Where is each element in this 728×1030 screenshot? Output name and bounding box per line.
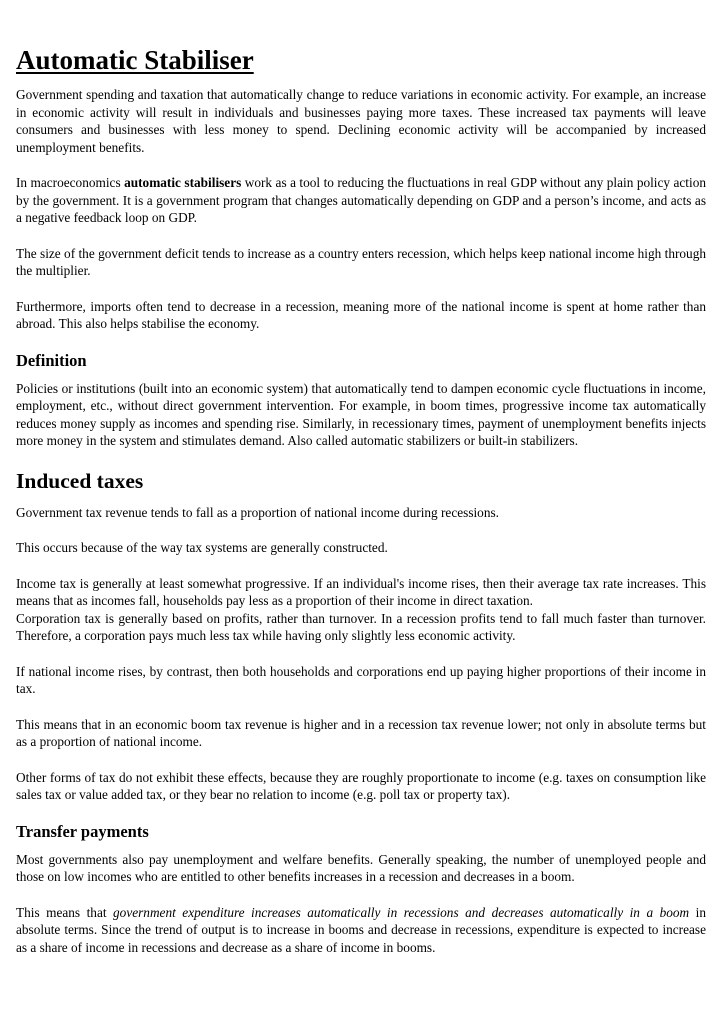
page-title: Automatic Stabiliser	[16, 45, 254, 75]
intro-paragraph-3: The size of the government deficit tends to increase as a country enters recession, which helps keep national income high through the multiplier.	[16, 245, 706, 278]
induced-taxes-paragraph-2: This occurs because of the way tax systems are generally constructed.	[16, 540, 388, 555]
intro-p2-lead: In macroeconomics	[16, 175, 125, 190]
induced-taxes-paragraph-3b: Corporation tax is generally based on profits, rather than turnover. In a recession profits tend to fall much faster than turnover. Therefore, a corporation pays much less tax while having only slightly less economic activity.	[16, 610, 706, 643]
induced-taxes-paragraph-4: If national income rises, by contrast, then both households and corporations end up paying higher proportions of their income in tax.	[16, 663, 706, 696]
intro-p2-bold-term: automatic stabilisers	[124, 175, 242, 190]
intro-p2-rest: work as a tool to reducing the fluctuations in real GDP without any plain policy action by the government. It is a government program that changes automatically depending on GDP and a person’s income, and acts as a negative feedback loop on GDP.	[16, 175, 706, 225]
intro-paragraph-4: Furthermore, imports often tend to decrease in a recession, meaning more of the national income is spent at home rather than abroad. This also helps stabilise the economy.	[16, 298, 706, 331]
induced-taxes-heading: Induced taxes	[16, 468, 144, 493]
transfer-payments-paragraph-1: Most governments also pay unemployment and welfare benefits. Generally speaking, the number of unemployed people and those on low incomes who are entitled to other benefits increases in a recession and decreases in a boom.	[16, 851, 706, 884]
induced-taxes-paragraph-1: Government tax revenue tends to fall as a proportion of national income during recessions.	[16, 504, 499, 520]
transfer-p2-rest: in absolute terms. Since the trend of output is to increase in booms and decrease in recessions, expenditure is expected to increase as a share of income in recessions and decrease as a share of income in booms.	[16, 904, 706, 955]
induced-taxes-paragraph-5: This means that in an economic boom tax revenue is higher and in a recession tax revenue lower; not only in absolute terms but as a proportion of national income.	[16, 716, 706, 749]
transfer-payments-heading: Transfer payments	[16, 821, 149, 841]
induced-taxes-paragraph-3a: Income tax is generally at least somewhat progressive. If an individual's income rises, then their average tax rate increases. This means that as incomes fall, households pay less as a proportion of their income in direct taxation.	[16, 575, 706, 608]
definition-paragraph: Policies or institutions (built into an economic system) that automatically tend to dampen economic cycle fluctuations in income, employment, etc., without direct government intervention. For example, in boom times, progressive income tax automatically reduces money supply as incomes and spending rise. Similarly, in recessionary times, payment of unemployment benefits injects more money in the system and stimulates demand. Also called automatic stabilizers or built-in stabilizers.	[16, 380, 706, 448]
transfer-p2-lead: This means that	[16, 904, 114, 920]
intro-paragraph-2	[16, 174, 706, 227]
transfer-payments-paragraph-2	[16, 904, 706, 957]
intro-paragraph-1: Government spending and taxation that automatically change to reduce variations in economic activity. For example, an increase in economic activity will result in individuals and businesses paying more taxes. These increased tax payments will leave consumers and businesses with less money to spend. Declining economic activity will be accompanied by increased unemployment benefits.	[16, 87, 706, 155]
definition-heading: Definition	[16, 350, 87, 370]
induced-taxes-paragraph-6: Other forms of tax do not exhibit these effects, because they are roughly proportionate to income (e.g. taxes on consumption like sales tax or value added tax, or they bear no relation to income (e.g. poll tax or property tax).	[16, 769, 706, 802]
transfer-p2-italic: government expenditure increases automatically in recessions and decreases automatically in a boom	[113, 904, 690, 920]
